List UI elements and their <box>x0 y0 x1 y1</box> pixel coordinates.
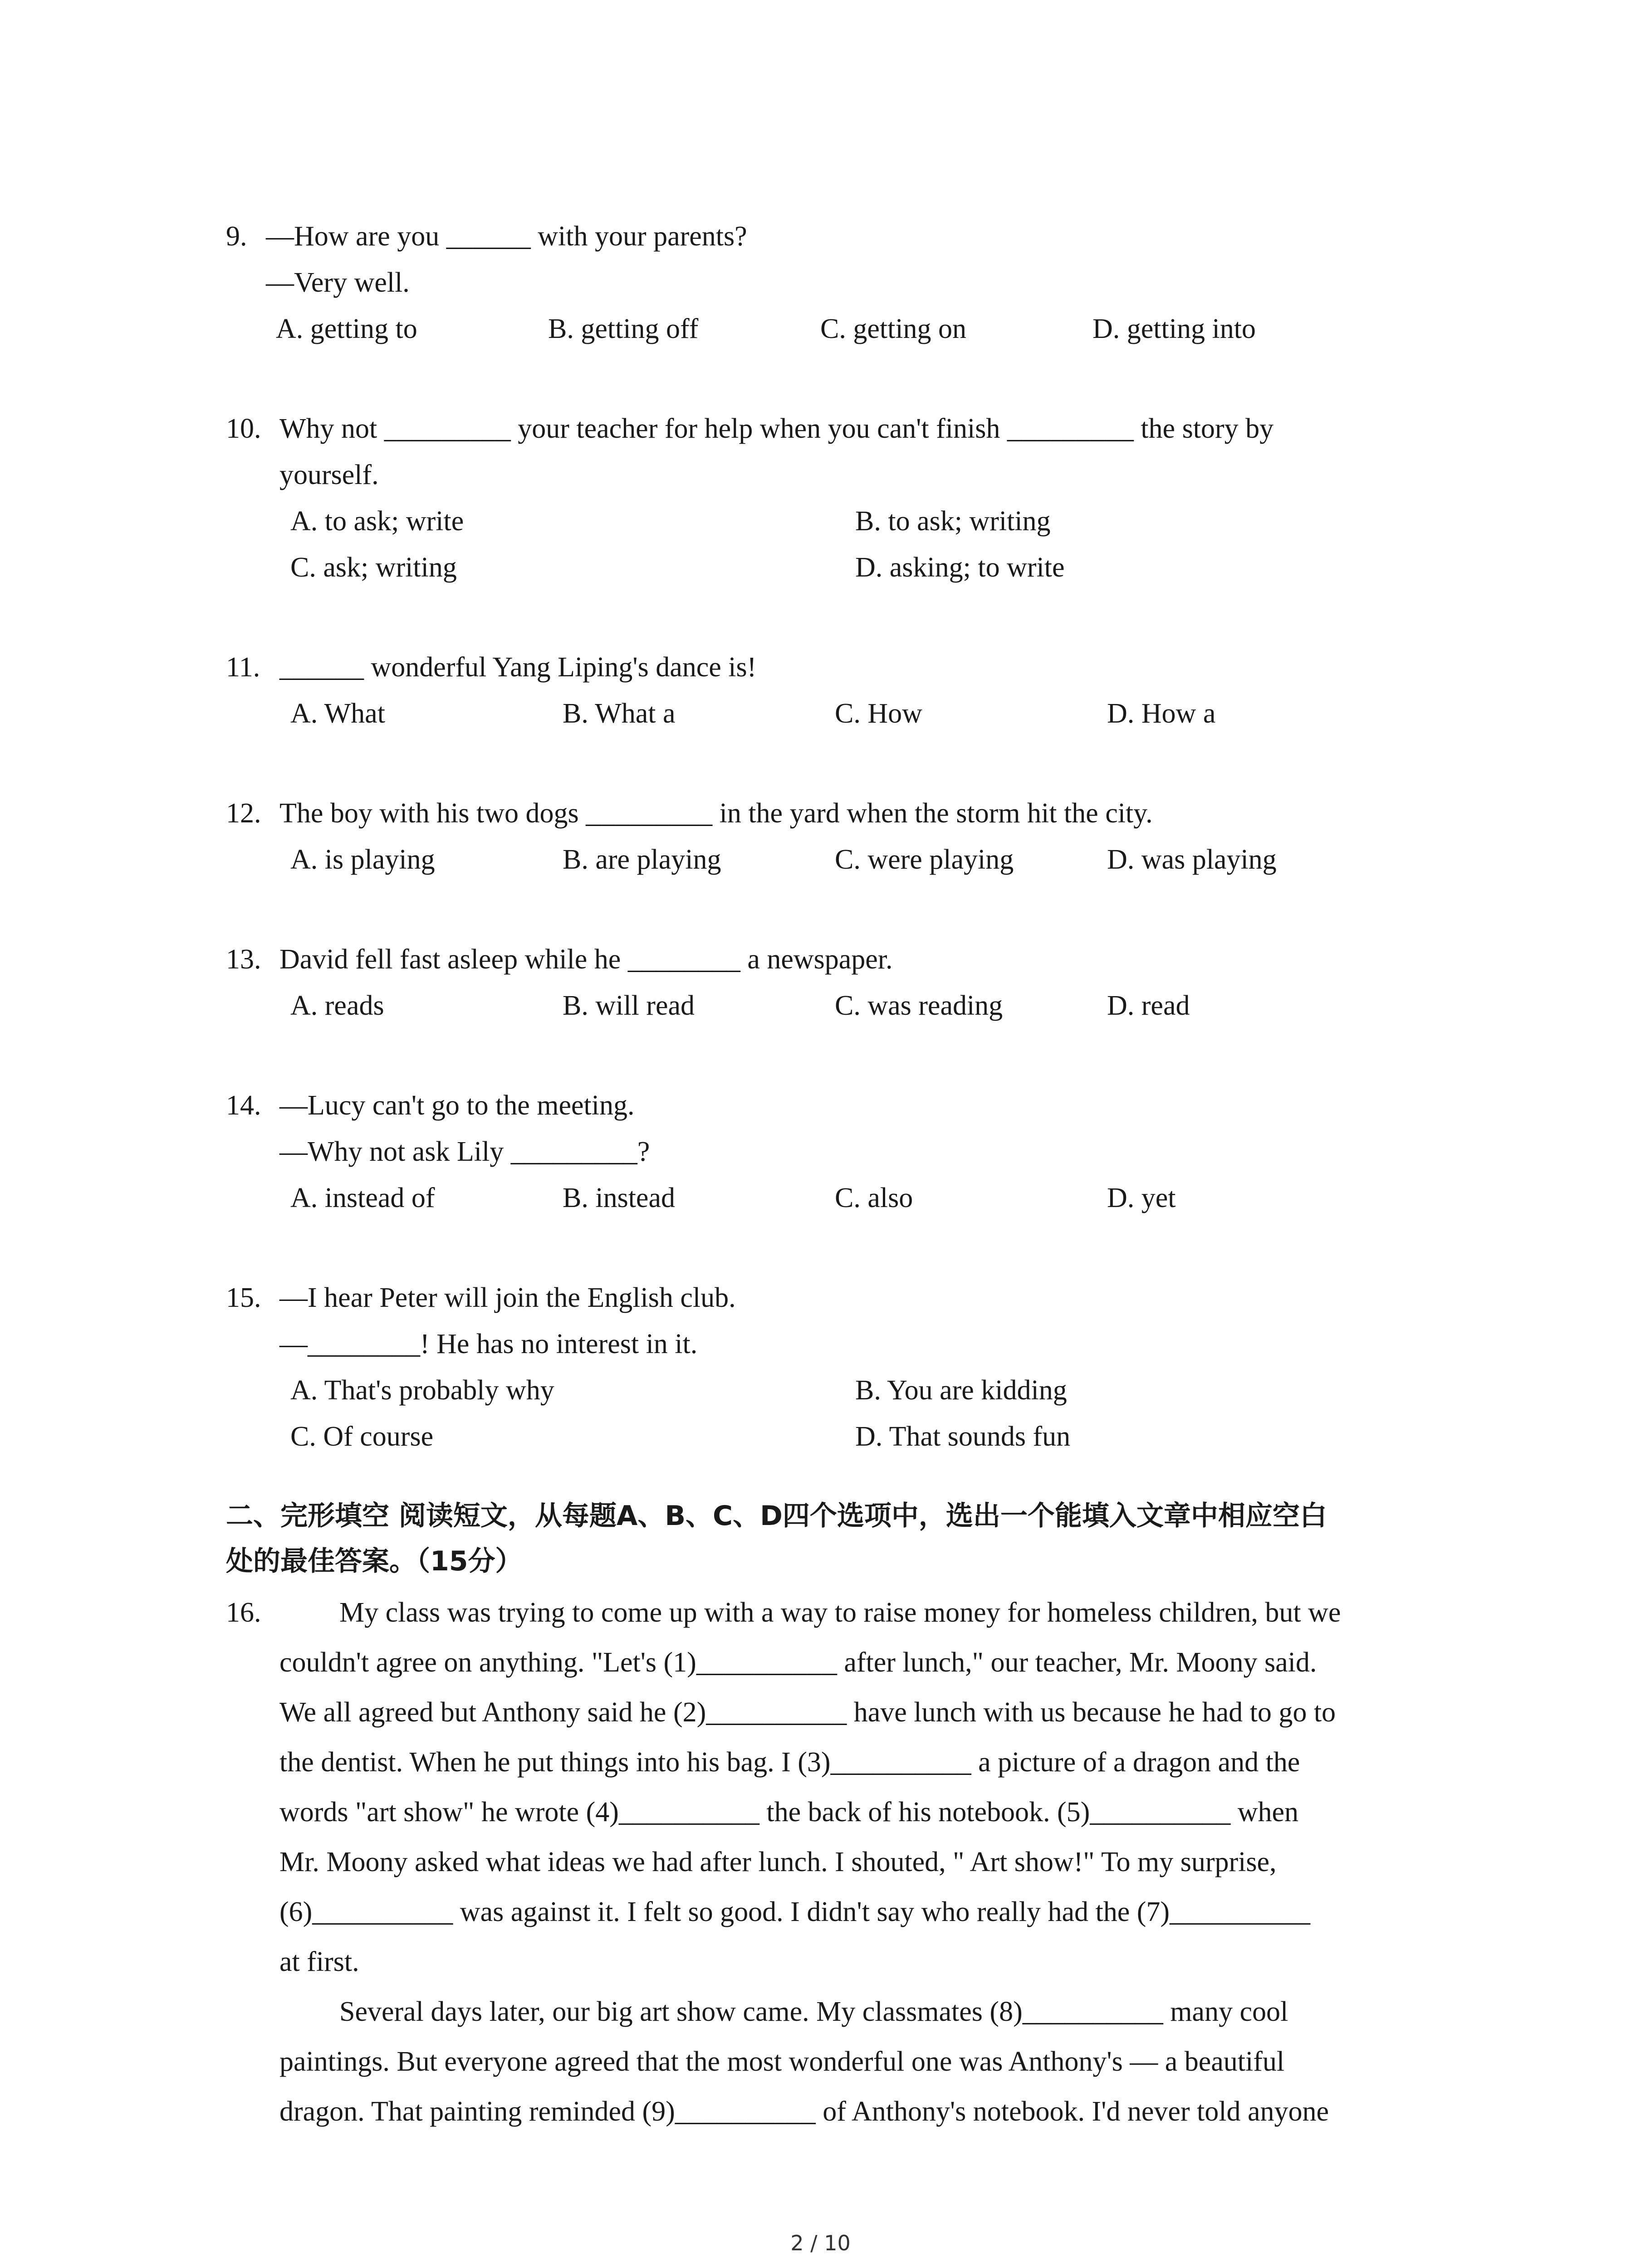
passage-line: Mr. Moony asked what ideas we had after lunch. I shouted, " Art show!" To my surprise, <box>279 1847 1277 1877</box>
options-row <box>226 498 1460 544</box>
options-row <box>226 544 1460 591</box>
option-c[interactable]: C. also <box>835 1183 913 1213</box>
option-a[interactable]: A. getting to <box>276 313 417 344</box>
passage-line <box>226 1588 1460 1637</box>
question-11 <box>226 644 1460 737</box>
option-d[interactable]: D. was playing <box>1107 844 1277 875</box>
passage-line: dragon. That painting reminded (9)__________ of Anthony's notebook. I'd never told anyone <box>279 2096 1329 2127</box>
question-stem: —I hear Peter will join the English club. <box>279 1282 736 1313</box>
question-stem-continued: yourself. <box>279 459 379 490</box>
question-reply: —Very well. <box>266 267 410 298</box>
option-d[interactable]: D. asking; to write <box>855 552 1065 583</box>
option-d[interactable]: D. yet <box>1107 1183 1176 1213</box>
option-a[interactable]: A. reads <box>290 990 384 1021</box>
question-10 <box>226 406 1460 591</box>
question-number: 11. <box>226 652 260 683</box>
option-c[interactable]: C. were playing <box>835 844 1014 875</box>
question-15 <box>226 1275 1460 1460</box>
question-stem: Why not _________ your teacher for help when you can't finish _________ the story by <box>279 413 1274 444</box>
question-14 <box>226 1082 1460 1221</box>
option-b[interactable]: B. instead <box>563 1183 675 1213</box>
question-stem: —Lucy can't go to the meeting. <box>279 1090 635 1121</box>
option-a[interactable]: A. That's probably why <box>290 1375 554 1406</box>
option-d[interactable]: D. That sounds fun <box>855 1421 1071 1452</box>
option-b[interactable]: B. will read <box>563 990 695 1021</box>
question-number: 16. <box>226 1597 261 1628</box>
option-b[interactable]: B. are playing <box>563 844 721 875</box>
passage-line: paintings. But everyone agreed that the most wonderful one was Anthony's — a beautiful <box>279 2046 1285 2077</box>
passage-text: My class was trying to come up with a way to raise money for homeless children, but we <box>339 1597 1341 1628</box>
option-b[interactable]: B. You are kidding <box>855 1375 1067 1406</box>
option-d[interactable]: D. getting into <box>1092 313 1256 344</box>
options-row <box>226 1413 1460 1460</box>
option-c[interactable]: C. Of course <box>290 1421 434 1452</box>
question-stem: The boy with his two dogs _________ in the yard when the storm hit the city. <box>279 798 1153 829</box>
options-row <box>226 1175 1460 1221</box>
option-c[interactable]: C. getting on <box>820 313 967 344</box>
option-c[interactable]: C. How <box>835 698 922 729</box>
options-row <box>226 1367 1460 1413</box>
passage-line: at first. <box>279 1946 359 1977</box>
question-reply: —Why not ask Lily _________? <box>279 1136 650 1167</box>
page-number: 2 / 10 <box>790 2231 851 2255</box>
passage-line: the dentist. When he put things into his bag. I (3)__________ a picture of a dragon and the <box>279 1747 1300 1778</box>
question-12 <box>226 790 1460 883</box>
option-a[interactable]: A. to ask; write <box>290 506 464 537</box>
question-9 <box>226 213 1460 352</box>
option-b[interactable]: B. to ask; writing <box>855 506 1051 537</box>
passage-line: words "art show" he wrote (4)__________ the back of his notebook. (5)__________ when <box>279 1797 1299 1828</box>
option-d[interactable]: D. How a <box>1107 698 1216 729</box>
options-row <box>226 690 1460 737</box>
option-d[interactable]: D. read <box>1107 990 1190 1021</box>
section-heading-line-2: 处的最佳答案。（15分） <box>226 1545 523 1577</box>
passage-line: Several days later, our big art show came. My classmates (8)__________ many cool <box>339 1996 1288 2027</box>
question-number: 15. <box>226 1282 261 1313</box>
options-row <box>226 982 1460 1029</box>
page-content <box>226 213 1460 2136</box>
passage-line: We all agreed but Anthony said he (2)__________ have lunch with us because he had to go to <box>279 1697 1336 1728</box>
options-row <box>226 836 1460 883</box>
question-number: 14. <box>226 1090 261 1121</box>
passage-line: couldn't agree on anything. "Let's (1)__________ after lunch," our teacher, Mr. Moony said. <box>279 1647 1317 1678</box>
option-b[interactable]: B. getting off <box>548 313 699 344</box>
option-a[interactable]: A. is playing <box>290 844 435 875</box>
option-a[interactable]: A. instead of <box>290 1183 435 1213</box>
option-c[interactable]: C. ask; writing <box>290 552 457 583</box>
question-number: 13. <box>226 944 261 975</box>
question-stem: —How are you ______ with your parents? <box>266 221 747 252</box>
options-row <box>226 306 1460 352</box>
question-number: 12. <box>226 798 261 829</box>
question-stem: David fell fast asleep while he ________ a newspaper. <box>279 944 893 975</box>
question-stem: ______ wonderful Yang Liping's dance is! <box>279 652 757 683</box>
cloze-passage <box>226 1588 1460 2136</box>
section-heading <box>226 1493 1460 1584</box>
option-c[interactable]: C. was reading <box>835 990 1003 1021</box>
question-13 <box>226 936 1460 1029</box>
option-a[interactable]: A. What <box>290 698 385 729</box>
option-b[interactable]: B. What a <box>563 698 676 729</box>
question-number: 9. <box>226 221 247 252</box>
question-reply: —________! He has no interest in it. <box>279 1329 698 1359</box>
question-number: 10. <box>226 413 261 444</box>
passage-line: (6)__________ was against it. I felt so good. I didn't say who really had the (7)__________ <box>279 1897 1311 1927</box>
section-heading-line-1: 二、完形填空 阅读短文，从每题A、B、C、D四个选项中，选出一个能填入文章中相应空白 <box>226 1500 1327 1532</box>
